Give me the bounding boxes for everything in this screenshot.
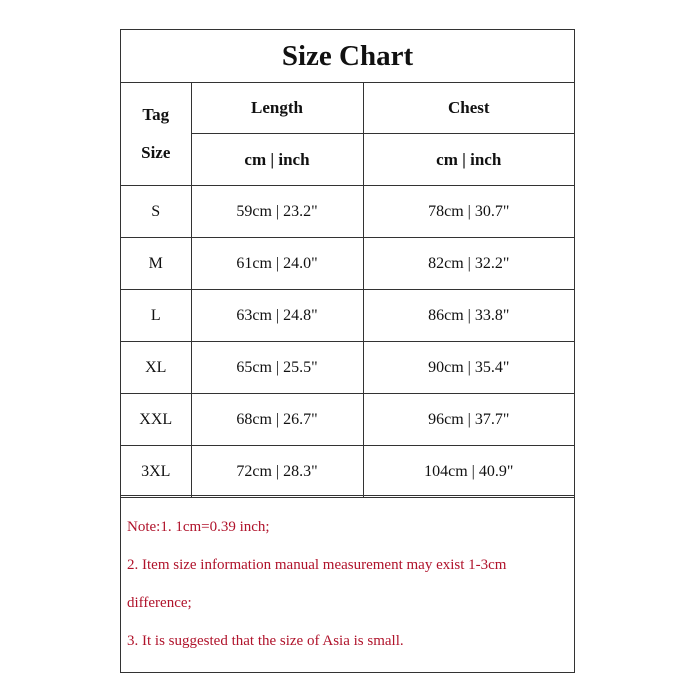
length-cell: 61cm | 24.0" <box>191 238 363 290</box>
length-cell: 65cm | 25.5" <box>191 342 363 394</box>
note-line: 2. Item size information manual measurement may exist 1-3cm <box>127 557 507 573</box>
chest-header: Chest <box>363 82 574 134</box>
chest-cell: 96cm | 37.7" <box>363 394 574 446</box>
chest-cell: 90cm | 35.4" <box>363 342 574 394</box>
size-cell: M <box>121 238 191 290</box>
size-chart <box>120 29 575 673</box>
length-unit-header: cm | inch <box>191 134 363 186</box>
chart-title: Size Chart <box>121 30 574 83</box>
chest-cell: 82cm | 32.2" <box>363 238 574 290</box>
tag-size-header-line1: Tag <box>142 104 170 124</box>
table-row <box>121 342 574 394</box>
size-cell: 3XL <box>121 446 191 498</box>
chest-cell: 104cm | 40.9" <box>363 446 574 498</box>
length-cell: 59cm | 23.2" <box>191 186 363 238</box>
tag-size-header <box>121 82 191 186</box>
table-row <box>121 186 574 238</box>
table-row <box>121 290 574 342</box>
length-cell: 68cm | 26.7" <box>191 394 363 446</box>
table-row <box>121 238 574 290</box>
chest-cell: 78cm | 30.7" <box>363 186 574 238</box>
header-row <box>121 82 574 134</box>
size-cell: XXL <box>121 394 191 446</box>
note-line: Note:1. 1cm=0.39 inch; <box>127 519 270 535</box>
size-cell: L <box>121 290 191 342</box>
length-cell: 63cm | 24.8" <box>191 290 363 342</box>
notes-section <box>121 495 574 672</box>
table-row <box>121 394 574 446</box>
chest-cell: 86cm | 33.8" <box>363 290 574 342</box>
size-cell: S <box>121 186 191 238</box>
size-table <box>121 82 574 498</box>
size-cell: XL <box>121 342 191 394</box>
note-line: 3. It is suggested that the size of Asia is small. <box>127 633 404 649</box>
tag-size-header-line2: Size <box>141 142 171 162</box>
note-line: difference; <box>127 595 192 611</box>
table-row <box>121 446 574 498</box>
chest-unit-header: cm | inch <box>363 134 574 186</box>
length-header: Length <box>191 82 363 134</box>
length-cell: 72cm | 28.3" <box>191 446 363 498</box>
